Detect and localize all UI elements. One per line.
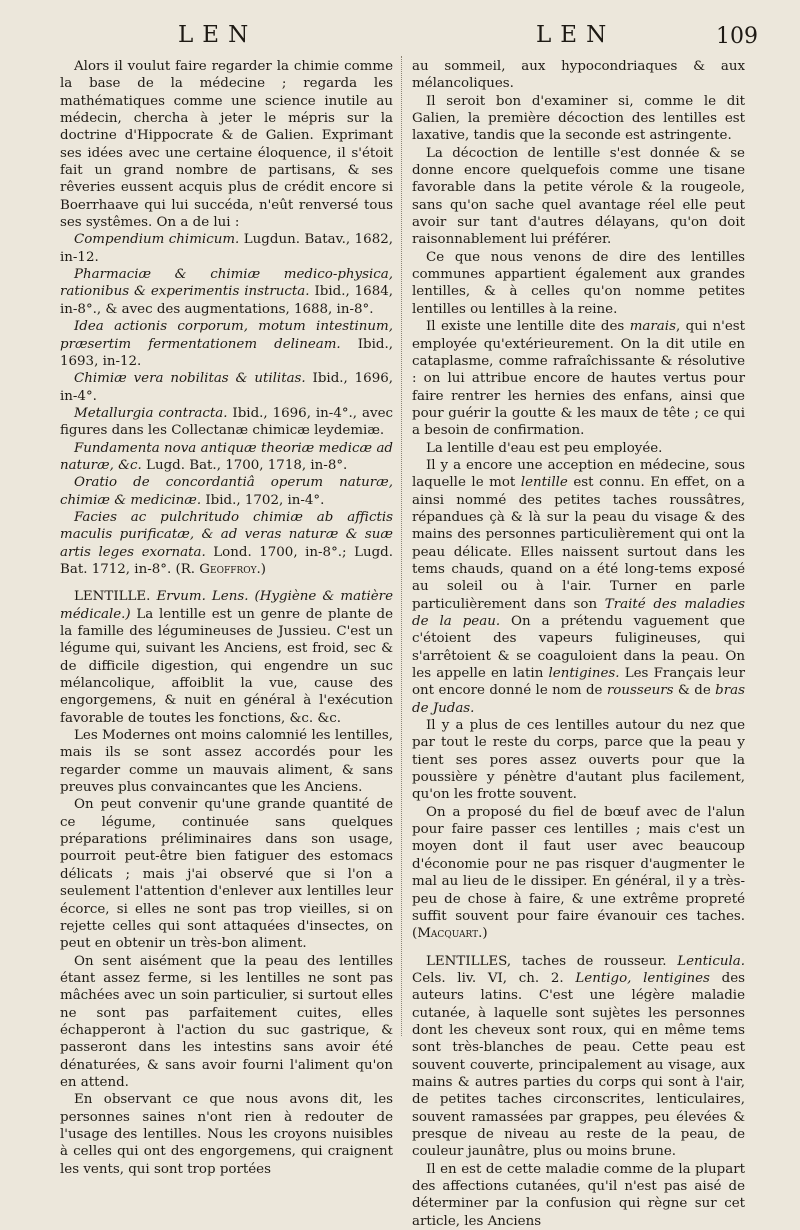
work-item — [60, 370, 393, 405]
italic-term: Lentigo, lentigines — [575, 970, 710, 986]
body-paragraph: Il en est de cette maladie comme de la plupart des affections cutanées, qu'il n'est pas aisé de déterminer par la confusion qui règne sur cet article, les Anciens — [412, 1161, 745, 1229]
body-paragraph — [412, 318, 745, 439]
entry-lentille — [60, 588, 393, 727]
work-title: Oratio de concordantiâ operum naturæ, chimiæ & medicinæ. — [60, 475, 393, 508]
entry-lentilles — [412, 953, 745, 1161]
text-run: Cels. liv. VI, ch. 2. — [412, 970, 576, 986]
author-signature: (R. Geoffroy.) — [175, 561, 267, 577]
italic-term: Traité des maladies de la peau. — [412, 596, 745, 629]
body-paragraph — [412, 457, 745, 717]
entry-category: (Hygiène & matière médicale.) — [60, 589, 393, 622]
running-header — [0, 22, 800, 52]
body-paragraph: Il seroit bon d'examiner si, comme le dit Galien, la première décoction des lentilles est laxative, tandis que la seconde est astringente. — [412, 93, 745, 144]
work-title: Fundamenta nova antiquæ theoriæ medicæ ad naturæ, &c. — [60, 440, 393, 473]
column-divider — [401, 56, 402, 1036]
left-column — [60, 58, 393, 1178]
intro-paragraph: Alors il voulut faire regarder la chimie comme la base de la médecine ; regarda les mathématiques comme une science inutile au médecin, chercha à jeter le mépris sur la doctrine d'Hippocrate & de Galien. Exprimant ses idées avec une certaine éloquence, il s'étoit fait un grand nombre de partisans, & ses rêveries eussent acquis plus de crédit encore si Boerrhaave qui lui succéda, n'eût renversé tous ses systêmes. On a de lui : — [60, 59, 393, 231]
body-paragraph: La lentille d'eau est peu employée. — [426, 440, 663, 456]
work-title: Compendium chimicum. — [74, 232, 240, 248]
work-details: Lugd. Bat., 1700, 1718, in-8°. — [141, 457, 348, 473]
work-details: Ibid., 1696, in-4°., avec figures dans les Collectanæ chimicæ leydemiæ. — [60, 405, 393, 439]
work-title: Idea actionis corporum, motum intestinum, præsertim fermentationem delineam. — [60, 319, 393, 352]
work-details: Ibid., 1702, in-4°. — [201, 492, 325, 508]
text-run: Il y a encore une acception en médecine, sous laquelle le mot — [412, 457, 745, 491]
work-details: Lond. 1700, in-8°.; Lugd. Bat. 1712, in-8°. — [60, 544, 393, 577]
work-item — [60, 509, 393, 578]
text-run: On a proposé du fiel de bœuf avec de l'alun pour faire passer ces lentilles ; mais c'est un moyen dont il faut user avec beaucoup d'économie pour ne pas risquer d'augmenter le mal au lieu de le dissiper. En général, il y a très-peu de chose à faire, & une extrême propreté suffit souvent pour faire évanouir ces taches. — [412, 804, 745, 924]
text-run: , qui n'est employée qu'extérieurement. On la dit utile en cataplasme, comme rafraîchissante & résolutive : on lui attribue encore de hautes vertus pour faire rentrer les hernies des enfans, ainsi que pour guérir la goutte & les maux de tête ; ce qui a besoin de confirmation. — [412, 319, 746, 439]
text-run: est connu. En effet, on a ainsi nommé des petites taches roussâtres, répandues çà & là sur la peau du visage & des mains des personnes particulièrement qui ont la peau délicate. Elles naissent surtout dans les tems chauds, quand on a été long-tems exposé au soleil ou à l'air. Turner en parle particulièrement dans son — [412, 475, 745, 612]
italic-term: lentigines. — [548, 666, 620, 682]
right-column — [412, 58, 745, 1230]
body-paragraph: La décoction de lentille s'est donnée & se donne encore quelquefois comme une tisane favorable dans la petite vérole & la rougeole, sans qu'on sache quel avantage réel elle peut avoir sur tant d'autres délayans, qu'on doit raisonnablement lui préférer. — [412, 145, 745, 248]
text-run: & de — [673, 683, 716, 699]
work-details: Ibid., 1696, in-4°. — [60, 371, 393, 404]
body-paragraph: Les Modernes ont moins calomnié les lentilles, mais ils se sont assez accordés pour les regarder comme un mauvais aliment, & sans preuves plus convaincantes que les Anciens. — [60, 728, 393, 796]
entry-latin-name: Ervum. Lens. — [156, 589, 249, 605]
body-paragraph: En observant ce que nous avons dit, les personnes saines n'ont rien à redouter de l'usage des lentilles. Nous les croyons nuisibles à celles qui ont des engorgemens, qui craignent les vents, qui sont trop portées — [60, 1092, 393, 1177]
work-item — [60, 440, 393, 475]
italic-term: lentille — [520, 475, 568, 491]
work-item — [60, 474, 393, 509]
header-right-word: LEN — [536, 22, 616, 48]
italic-term: rousseurs — [606, 683, 674, 699]
author-signature: (Macquart.) — [412, 926, 488, 942]
work-item — [60, 231, 393, 266]
body-paragraph: Il y a plus de ces lentilles autour du nez que par tout le reste du corps, parce que la peau y tient ses pores assez ouverts pour que la poussière y pénètre d'autant plus facilement, qu'on les frotte souvent. — [412, 718, 745, 803]
italic-term: marais — [629, 319, 676, 335]
italic-term: Lenticula. — [677, 953, 745, 969]
page-number: 109 — [716, 24, 758, 49]
text-run: Il existe une lentille dite des — [426, 319, 630, 335]
work-details: Lugdun. Batav., 1682, in-12. — [60, 232, 393, 265]
entry-headword: LENTILLES, — [426, 953, 512, 969]
text-run: taches de rousseur. — [511, 953, 678, 969]
body-paragraph: Ce que nous venons de dire des lentilles communes appartient également aux grandes lentilles, & à celles qu'on nomme petites lentilles ou lentilles à la reine. — [412, 249, 745, 317]
body-paragraph: On peut convenir qu'une grande quantité de ce légume, continuée sans quelques préparations préliminaires dans son usage, pourroit peut-être bien fatiguer des estomacs délicats ; mais j'ai observé que si l'on a seulement l'attention d'enlever aux lentilles leur écorce, si elles ne sont pas trop vieilles, si on rejette celles qui sont attaquées d'insectes, on peut en obtenir un très-bon aliment. — [60, 797, 393, 952]
italic-term: bras de Judas. — [412, 683, 746, 716]
text-run: On a prétendu vaguement que c'étoient des vapeurs fuligineuses, qui s'arrêtoient & se coaguloient dans la peau. On les appelle en latin — [412, 614, 745, 682]
work-details: Ibid., 1693, in-12. — [60, 336, 393, 369]
body-paragraph: On sent aisément que la peau des lentilles étant assez ferme, si les lentilles ne sont pas mâchées avec un soin particulier, si surtout elles ne sont pas parfaitement cuites, elles échapperont à l'action du suc gastrique, & passeront dans les intestins sans avoir été dénaturées, & sans avoir fourni l'aliment qu'on en attend. — [60, 953, 393, 1090]
entry-headword: LENTILLE. — [74, 589, 151, 605]
entry-text: La lentille est un genre de plante de la famille des légumineuses de Jussieu. C'est un légume qui, suivant les Anciens, est froid, sec & de difficile digestion, qui engendre un suc mélancolique, affoiblit la vue, cause des engorgemens, & nuit en général à l'exécution favorable de toutes les fonctions, &c. &c. — [60, 606, 393, 726]
text-run: Les Français leur ont encore donné le nom de — [412, 666, 745, 699]
body-paragraph: au sommeil, aux hypocondriaques & aux mélancoliques. — [412, 59, 745, 92]
work-item — [60, 266, 393, 318]
work-title: Pharmaciæ & chimiæ medico-physica, rationibus & experimentis instructa. — [60, 267, 393, 300]
work-item — [60, 318, 393, 370]
work-title: Metallurgia contracta. — [74, 405, 228, 421]
work-item — [60, 405, 393, 440]
work-title: Facies ac pulchritudo chimiæ ab affictis maculis purificatæ, & ad veras naturæ & suæ artis leges exornata. — [60, 509, 393, 560]
body-paragraph — [412, 804, 745, 943]
header-left-word: LEN — [178, 22, 258, 48]
text-run: des auteurs latins. C'est une légère maladie cutanée, à laquelle sont sujètes les personnes dont les cheveux sont roux, qui en même tems sont très-blanches de peau. Cette peau est souvent couverte, principalement au visage, aux mains & autres parties du corps qui sont à l'air, de petites taches circonscrites, lenticulaires, souvent ramassées par grappes, peu élevées & presque de niveau au reste de la peau, de couleur jaunâtre, plus ou moins brune. — [412, 970, 745, 1160]
work-title: Chimiæ vera nobilitas & utilitas. — [74, 371, 306, 387]
work-details: Ibid., 1684, in-8°., & avec des augmentations, 1688, in-8°. — [60, 284, 393, 317]
